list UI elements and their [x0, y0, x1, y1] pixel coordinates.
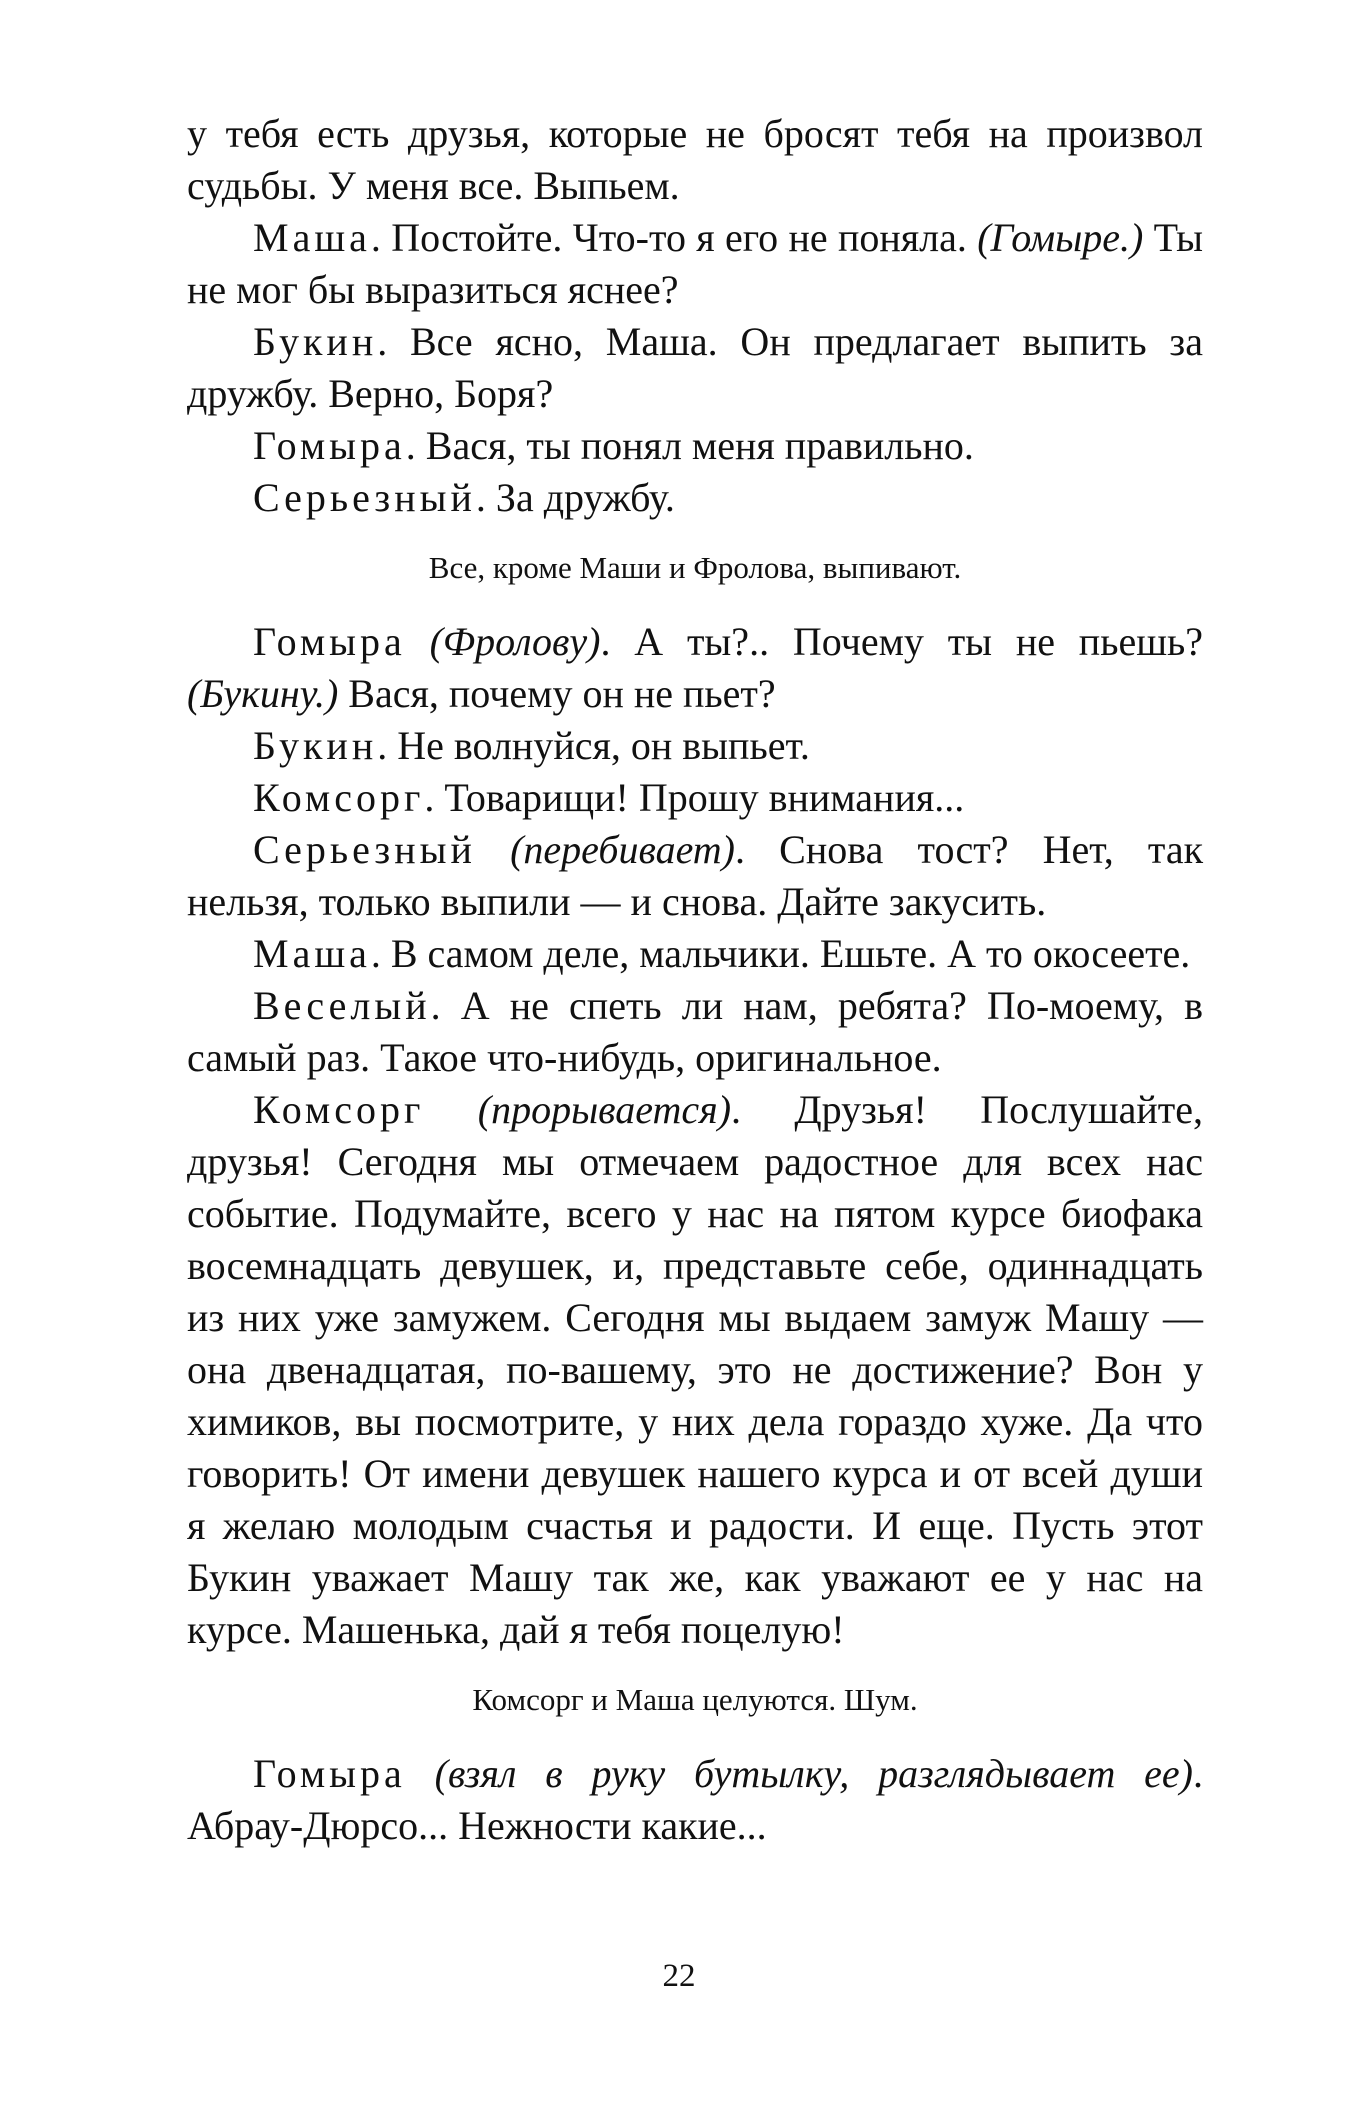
dialogue-line: [187, 772, 1203, 824]
dialogue-line: [187, 928, 1203, 980]
dialogue-line: [187, 212, 1203, 316]
stage-direction: Комсорг и Маша целуются. Шум.: [472, 1682, 918, 1717]
play-text: [187, 108, 1203, 1852]
dialogue-text: . Все ясно, Маша. Он предлагает выпить за дружбу. Верно, Боря?: [187, 319, 1203, 416]
dialogue-text: . Абрау-Дюрсо... Нежности какие...: [187, 1751, 1203, 1848]
dialogue-text: Вася, почему он не пьет?: [338, 671, 776, 716]
dialogue-text: . Постойте. Что-то я его не поняла.: [370, 215, 978, 260]
stage-remark: (Фролову): [429, 619, 601, 664]
dialogue-line: [187, 1084, 1203, 1656]
dialogue-text: . Вася, ты понял меня правильно.: [405, 423, 974, 468]
page-number: 22: [662, 1958, 696, 1994]
speaker-name: Маша: [253, 215, 371, 260]
stage-remark: (Букину.): [187, 671, 339, 716]
dialogue-line: [187, 824, 1203, 928]
dialogue-line: [187, 720, 1203, 772]
speaker-name: Комсорг: [253, 1087, 425, 1132]
dialogue-text: . Товарищи! Прошу внимания...: [424, 775, 965, 820]
paragraph-text: у тебя есть друзья, которые не бросят тебя на произвол судьбы. У меня все. Выпьем.: [187, 111, 1203, 208]
stage-remark: (перебивает): [510, 827, 736, 872]
dialogue-line: [187, 316, 1203, 420]
dialogue-text: . А ты?.. Почему ты не пьешь?: [600, 619, 1204, 664]
speaker-name: Гомыра: [253, 423, 406, 468]
speaker-name: Серьезный: [253, 475, 476, 520]
dialogue-line: [187, 472, 1203, 524]
dialogue-text: Ты не мог бы выразиться яснее?: [187, 215, 1203, 312]
speaker-name: Комсорг: [253, 775, 425, 820]
stage-remark: (Гомыре.): [977, 215, 1144, 260]
speaker-name: Букин: [253, 319, 378, 364]
dialogue-line: [187, 616, 1203, 720]
paragraph: [187, 108, 1203, 212]
dialogue-text: . Друзья! Послушайте, друзья! Сегодня мы отмечаем радостное для всех нас событие. Подумайте, всего у нас на пятом курсе биофака восемнадцать девушек, и, представьте себе, одиннадцать из них уже замужем. Сегодня мы выдаем замуж Машу — она двенадцатая, по-вашему, это не достижение? Вон у химиков, вы посмотрите, у них дела гораздо хуже. Да что говорить! От имени девушек нашего курса и от всей души я желаю молодым счастья и радости. И еще. Пусть этот Букин уважает Машу так же, как уважают ее у нас на курсе. Машенька, дай я тебя поцелую!: [187, 1087, 1204, 1652]
speaker-name: Серьезный: [253, 827, 476, 872]
dialogue-text: . В самом деле, мальчики. Ешьте. А то окосеете.: [370, 931, 1191, 976]
dialogue-line: [187, 420, 1203, 472]
dialogue-line: [187, 980, 1203, 1084]
stage-direction: Все, кроме Маши и Фролова, выпивают.: [428, 550, 962, 585]
speaker-name: Маша: [253, 931, 371, 976]
stage-remark: (взял в руку бутылку, разглядывает ее): [434, 1751, 1193, 1796]
dialogue-line: [187, 1748, 1203, 1852]
speaker-name: Гомыра: [253, 1751, 406, 1796]
dialogue-text: . За дружбу.: [475, 475, 675, 520]
speaker-name: Букин: [253, 723, 378, 768]
dialogue-text: . Не волнуйся, он выпьет.: [377, 723, 810, 768]
dialogue-text: . Снова тост? Нет, так нельзя, только выпили — и снова. Дайте закусить.: [187, 827, 1204, 924]
stage-remark: (прорывается): [477, 1087, 732, 1132]
speaker-name: Веселый: [253, 983, 431, 1028]
dialogue-text: . А не спеть ли нам, ребята? По-моему, в самый раз. Такое что-нибудь, оригинальное.: [187, 983, 1203, 1080]
speaker-name: Гомыра: [253, 619, 406, 664]
